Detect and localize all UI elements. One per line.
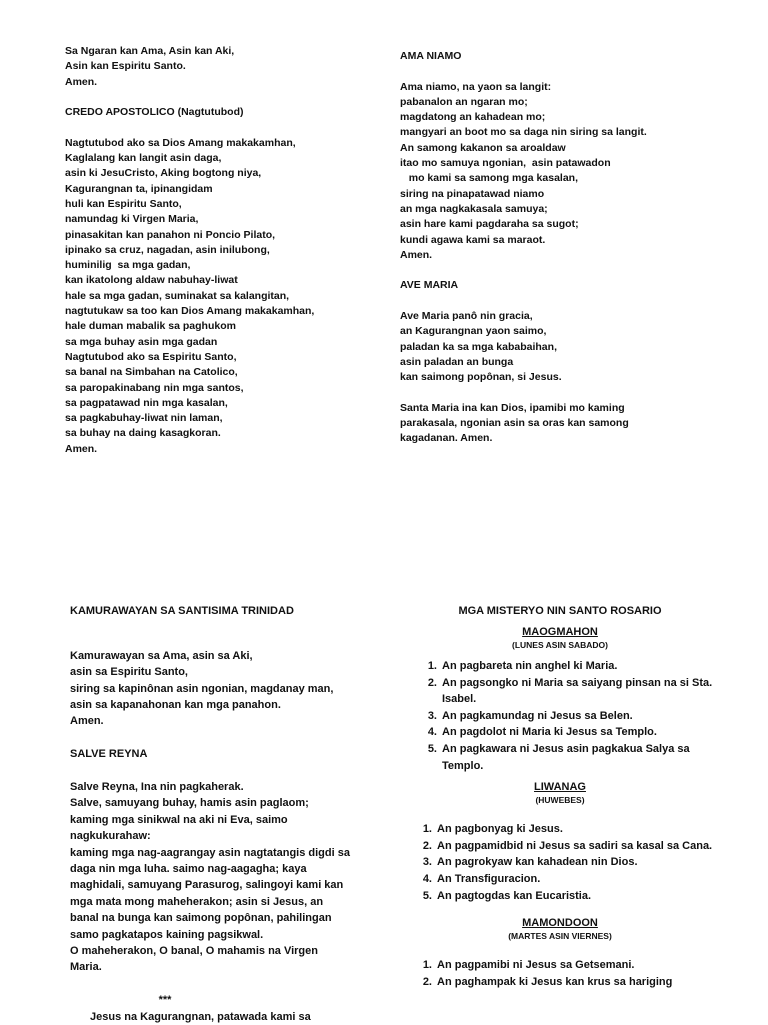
list-item: 2. An pagpamidbid ni Jesus sa sadiri sa kasal sa Cana. (422, 839, 713, 852)
trinidad-line: siring sa kapinônan asin ngonian, magdanay man, (70, 682, 334, 695)
salve-line: O maheherakon, O banal, O mahamis na Virgen (70, 945, 318, 958)
ave-line: Santa Maria ina kan Dios, ipamibi mo kaming (400, 401, 625, 414)
ave-line: paladan ka sa mga kababaihan, (400, 340, 557, 353)
credo-line: sa buhay na daing kasagkoran. (65, 427, 221, 440)
ama-line: pabanalon an ngaran mo; (400, 95, 528, 108)
credo-line: sa pagkabuhay-liwat nin laman, (65, 412, 223, 425)
ama-line: mangyari an boot mo sa daga nin siring sa langit. (400, 126, 647, 139)
ama-line: mo kami sa samong mga kasalan, (400, 172, 578, 185)
mystery-list (400, 957, 720, 990)
credo-line: hale sa mga gadan, suminakat sa kalangitan, (65, 289, 290, 302)
list-item: 1. An pagbareta nin anghel ki Maria. (427, 660, 618, 672)
list-item: 3. An pagkamundag ni Jesus sa Belen. (427, 709, 633, 722)
ama-line: an mga nagkakasala samuya; (400, 202, 548, 215)
trinidad-line: Amen. (70, 715, 104, 728)
credo-line: sa mga buhay asin mga gadan (65, 335, 218, 348)
credo-line: Amen. (65, 442, 98, 455)
ama-line: Amen. (400, 248, 433, 261)
list-item: 1. An pagpamibi ni Jesus sa Getsemani. (422, 959, 635, 972)
credo-line: namundag ki Virgen Maria, (65, 213, 199, 226)
salve-reyna-title: SALVE REYNA (70, 748, 148, 761)
sign-of-cross-and-credo (65, 44, 385, 457)
list-item: 5. An pagkawara ni Jesus asin pagkakua Salya sa Templo. (427, 742, 690, 772)
list-item: 5. An pagtogdas kan Eucaristia. (422, 889, 592, 902)
text-line: Sa Ngaran kan Ama, Asin kan Aki, (65, 45, 235, 57)
salve-line: nagkukurahaw: (70, 830, 151, 843)
credo-line: Kaglalang kan langit asin daga, (65, 152, 222, 165)
jesus-prayer-line: Jesus na Kagurangnan, patawada kami sa (90, 1010, 311, 1023)
ave-maria-title: AVE MARIA (400, 279, 459, 292)
ama-line: siring na pinapatawad niamo (400, 187, 545, 200)
section-days: (LUNES ASIN SABADO) (511, 640, 609, 650)
credo-line: nagtutukaw sa too kan Dios Amang makakamhan, (65, 305, 315, 318)
ama-line: asin hare kami pagdaraha sa sugot; (400, 218, 579, 231)
trinidad-line: asin sa kapanahonan kan mga panahon. (70, 699, 281, 712)
ama-line: An samong kakanon sa aroaldaw (400, 141, 566, 154)
section-title-maogmahon: MAOGMAHON (522, 626, 598, 638)
ama-niamo-and-ave-maria (400, 49, 740, 447)
credo-line: Nagtutubod ako sa Espiritu Santo, (65, 350, 237, 363)
ave-line: kagadanan. Amen. (400, 432, 493, 445)
credo-title: CREDO APOSTOLICO (Nagtutubod) (65, 106, 244, 119)
credo-line: huminilig sa mga gadan, (65, 259, 191, 272)
salve-line: Salve Reyna, Ina nin pagkaherak. (70, 781, 244, 794)
credo-line: asin ki JesuCristo, Aking bogtong niya, (65, 167, 262, 180)
salve-line: maghidali, samuyang Parasurog, salingoyi kami kan (70, 879, 344, 892)
credo-line: huli kan Espiritu Santo, (65, 197, 182, 210)
ave-line: parakasala, ngonian asin sa oras kan samong (400, 417, 629, 430)
text-line: Amen. (65, 75, 98, 88)
salve-line: Salve, samuyang buhay, hamis asin paglaom; (70, 797, 309, 810)
credo-line: kan ikatolong aldaw nabuhay-liwat (65, 274, 238, 287)
credo-line: sa paropakinabang nin mga santos, (65, 381, 244, 394)
ave-line: kan saimong popônan, si Jesus. (400, 371, 562, 384)
trinidad-line: asin sa Espiritu Santo, (70, 666, 188, 679)
ave-line: an Kagurangnan yaon saimo, (400, 325, 547, 338)
text-line: Asin kan Espiritu Santo. (65, 60, 186, 73)
credo-line: pinasakitan kan panahon ni Poncio Pilato, (65, 228, 276, 241)
ama-line: magdatong an kahadean mo; (400, 111, 546, 124)
section-days: (MARTES ASIN VIERNES) (508, 931, 612, 942)
salve-line: kaming mga nag-aagrangay asin nagtatangis digdi sa (70, 846, 350, 859)
section-days: (HUWEBES) (535, 795, 585, 806)
credo-line: sa pagpatawad nin mga kasalan, (65, 396, 228, 409)
list-item: 4. An pagdolot ni Maria ki Jesus sa Templo. (427, 726, 657, 739)
salve-line: banal na bunga kan saimong popônan, pahilingan (70, 912, 332, 925)
credo-line: Kagurangnan ta, ipinangidam (65, 182, 213, 195)
salve-line: Maria. (70, 961, 102, 974)
rosary-title: MGA MISTERYO NIN SANTO ROSARIO (458, 605, 662, 617)
separator-stars: *** (158, 994, 172, 1007)
salve-line: daga nin mga luha. saimo nag-aagagha; kaya (70, 863, 307, 876)
salve-line: samo pagkatapos kaining pagsikwal. (70, 928, 264, 941)
list-item: 3. An pagrokyaw kan kahadean nin Dios. (422, 856, 638, 869)
list-item: 1. An pagbonyag ki Jesus. (422, 823, 563, 836)
list-item: 2. An paghampak ki Jesus kan krus sa hariging (422, 975, 673, 988)
credo-line: ipinako sa cruz, nagadan, asin inilubong, (65, 243, 270, 256)
section-title-mamondoon: MAMONDOON (522, 917, 598, 930)
trinidad-line: Kamurawayan sa Ama, asin sa Aki, (70, 649, 253, 662)
ama-line: Ama niamo, na yaon sa langit: (400, 80, 552, 93)
section-title-liwanag: LIWANAG (534, 781, 586, 794)
salve-line: mga mata mong maheherakon; asin si Jesus, an (70, 895, 324, 908)
list-item: 2. An pagsongko ni Maria sa saiyang pinsan na si Sta. Isabel. (427, 676, 713, 706)
rosary-mysteries (400, 603, 720, 990)
ama-niamo-title: AMA NIAMO (400, 50, 462, 62)
credo-line: sa banal na Simbahan na Catolico, (65, 366, 238, 379)
ama-line: itao mo samuya ngonian, asin patawadon (400, 157, 611, 170)
trinidad-title: KAMURAWAYAN SA SANTISIMA TRINIDAD (70, 605, 294, 617)
credo-line: Nagtutubod ako sa Dios Amang makakamhan, (65, 136, 296, 149)
trinidad-and-salve-reyna (70, 603, 380, 1025)
ave-line: Ave Maria panô nin gracia, (400, 310, 533, 323)
ave-line: asin paladan an bunga (400, 355, 514, 368)
mystery-list (400, 821, 720, 904)
list-item: 4. An Transfiguracion. (422, 872, 541, 885)
ama-line: kundi agawa kami sa maraot. (400, 233, 546, 246)
credo-line: hale duman mabalik sa paghukom (65, 320, 236, 333)
mystery-list (400, 658, 720, 774)
salve-line: kaming mga sinikwal na aki ni Eva, saimo (70, 813, 288, 826)
